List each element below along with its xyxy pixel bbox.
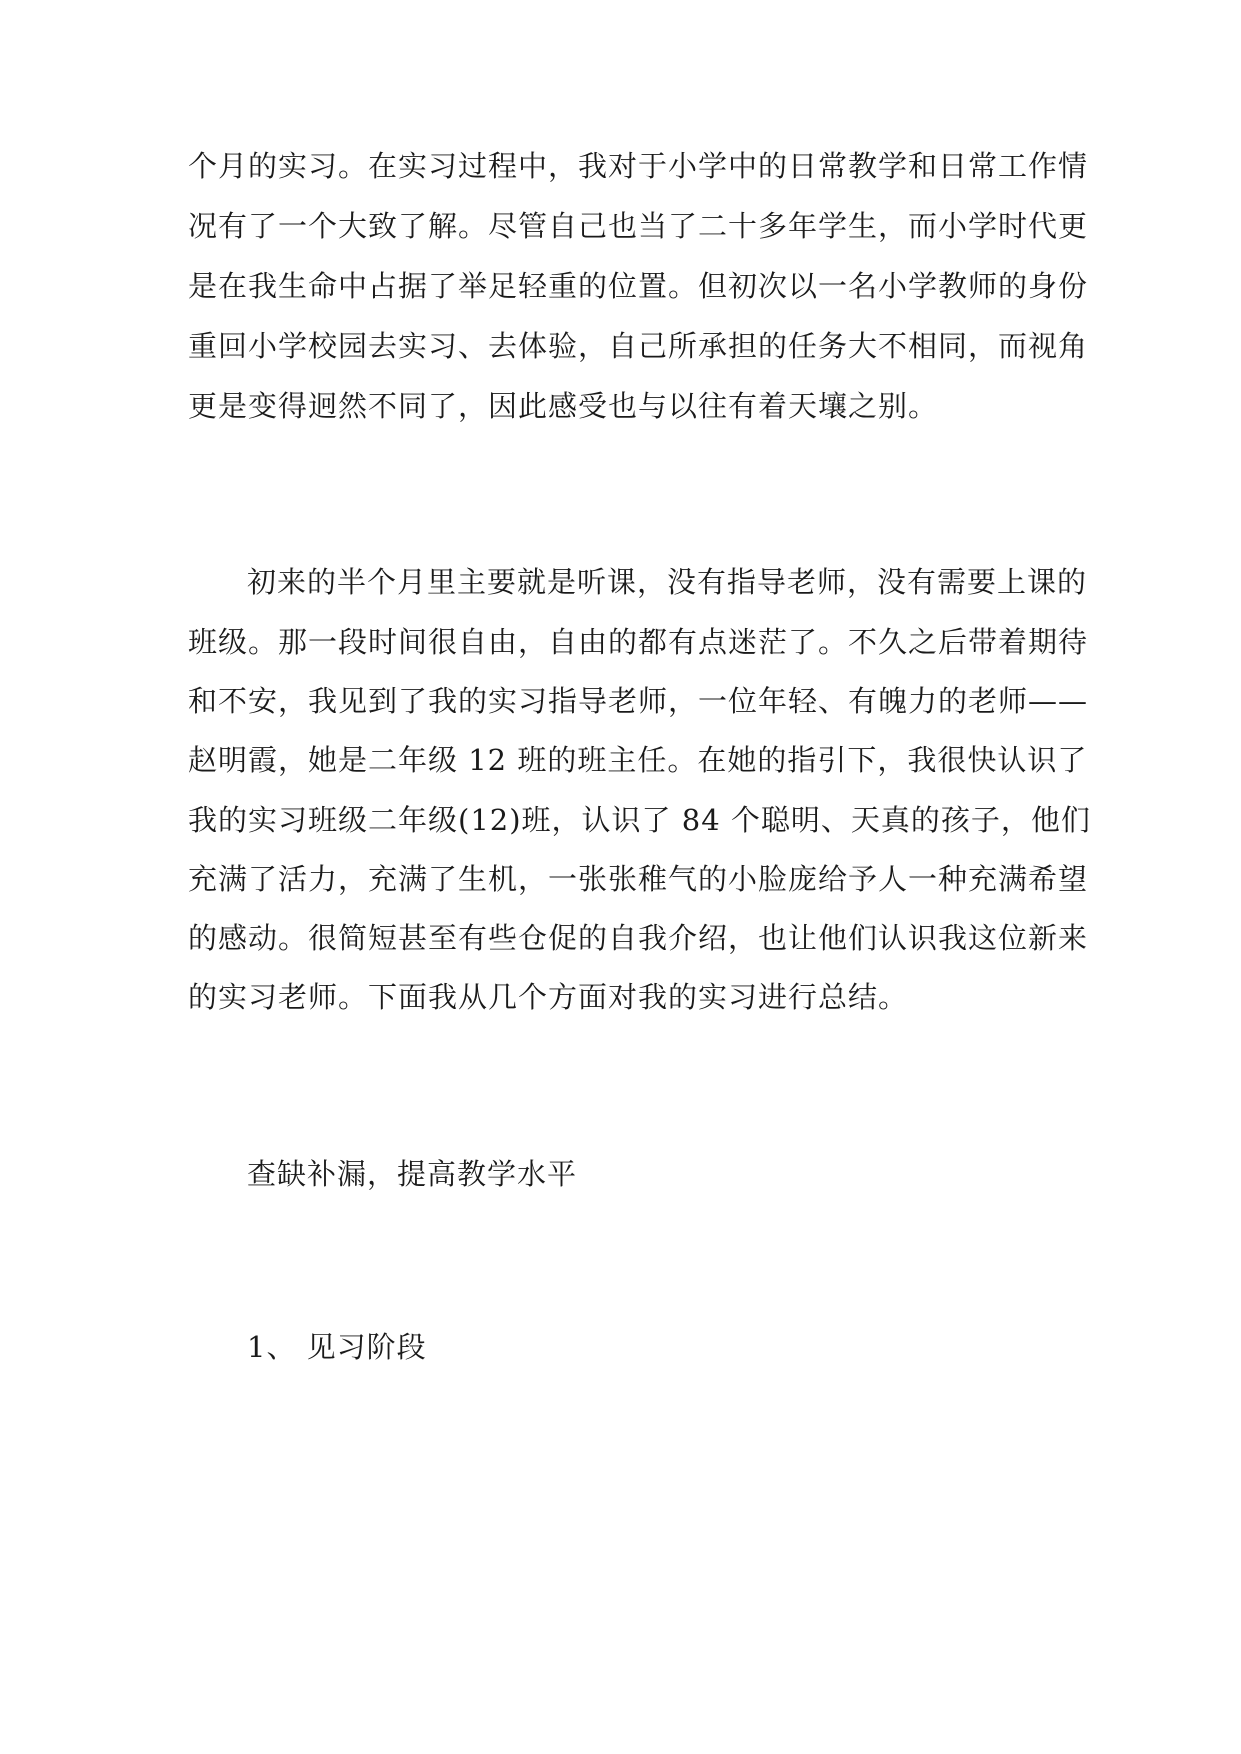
paragraph-line: 的实习老师。下面我从几个方面对我的实习进行总结。: [188, 980, 909, 1014]
section-heading: 查缺补漏，提高教学水平: [247, 1157, 578, 1191]
paragraph-line: 更是变得迥然不同了，因此感受也与以往有着天壤之别。: [188, 389, 939, 423]
paragraph-line: 的感动。很简短甚至有些仓促的自我介绍，也让他们认识我这位新来: [188, 921, 1089, 955]
paragraph-line: 赵明霞，她是二年级 12 班的班主任。在她的指引下，我很快认识了: [188, 743, 1088, 777]
paragraph-line: 和不安，我见到了我的实习指导老师，一位年轻、有魄力的老师——: [188, 684, 1089, 718]
paragraph-line: 个月的实习。在实习过程中，我对于小学中的日常教学和日常工作情: [188, 149, 1089, 183]
paragraph-line: 充满了活力，充满了生机，一张张稚气的小脸庞给予人一种充满希望: [188, 862, 1089, 896]
paragraph-line: 重回小学校园去实习、去体验，自己所承担的任务大不相同，而视角: [188, 329, 1089, 363]
subsection-heading: 1、 见习阶段: [247, 1330, 427, 1364]
paragraph-line: 班级。那一段时间很自由，自由的都有点迷茫了。不久之后带着期待: [188, 625, 1089, 659]
paragraph-line: 况有了一个大致了解。尽管自己也当了二十多年学生，而小学时代更: [188, 209, 1089, 243]
paragraph-line: 初来的半个月里主要就是听课，没有指导老师，没有需要上课的: [247, 565, 1088, 599]
paragraph-line: 我的实习班级二年级(12)班，认识了 84 个聪明、天真的孩子，他们: [188, 803, 1091, 837]
paragraph-line: 是在我生命中占据了举足轻重的位置。但初次以一名小学教师的身份: [188, 269, 1089, 303]
